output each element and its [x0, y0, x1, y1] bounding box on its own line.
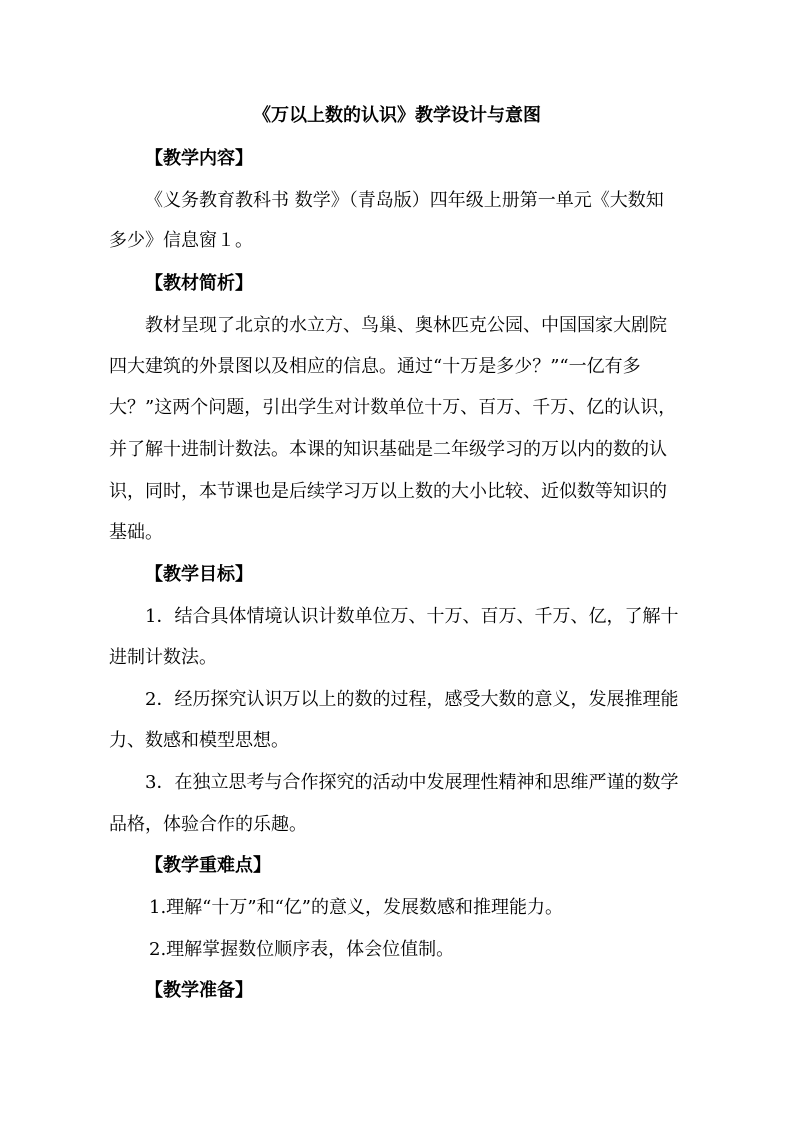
content-text-line1: 《义务教育教科书 数学》（青岛版）四年级上册第一单元《大数知 [145, 190, 664, 211]
key-point-1: 1.理解“十万”和“亿”的意义，发展数感和推理能力。 [149, 897, 563, 918]
key-point-2: 2.理解掌握数位顺序表，体会位值制。 [149, 939, 455, 960]
goal-2-line1: 2．经历探究认识万以上的数的过程，感受大数的意义，发展推理能 [145, 689, 679, 710]
analysis-line-6: 基础。 [109, 522, 163, 543]
section-heading-goals: 【教学目标】 [145, 564, 253, 585]
goal-1-line2: 进制计数法。 [109, 647, 217, 668]
goal-3-line2: 品格，体验合作的乐趣。 [109, 814, 307, 835]
content-text-line2: 多少》信息窗１。 [109, 230, 253, 251]
goal-3-line1: 3．在独立思考与合作探究的活动中发展理性精神和思维严谨的数学 [145, 772, 679, 793]
analysis-line-4: 并了解十进制计数法。本课的知识基础是二年级学习的万以内的数的认 [109, 439, 667, 460]
document-title: 《万以上数的认识》教学设计与意图 [253, 105, 541, 126]
goal-1-line1: 1．结合具体情境认识计数单位万、十万、百万、千万、亿，了解十 [145, 606, 679, 627]
section-heading-key-points: 【教学重难点】 [145, 855, 271, 876]
analysis-line-2: 四大建筑的外景图以及相应的信息。通过“十万是多少？”“一亿有多 [109, 356, 641, 377]
goal-2-line2: 力、数感和模型思想。 [109, 730, 289, 751]
analysis-line-3: 大？”这两个问题，引出学生对计数单位十万、百万、千万、亿的认识， [109, 397, 677, 418]
section-heading-content: 【教学内容】 [145, 148, 253, 169]
analysis-line-5: 识，同时，本节课也是后续学习万以上数的大小比较、近似数等知识的 [109, 481, 667, 502]
section-heading-analysis: 【教材简析】 [145, 273, 253, 294]
analysis-line-1: 教材呈现了北京的水立方、鸟巢、奥林匹克公园、中国国家大剧院 [145, 315, 667, 336]
section-heading-preparation: 【教学准备】 [145, 980, 253, 1001]
